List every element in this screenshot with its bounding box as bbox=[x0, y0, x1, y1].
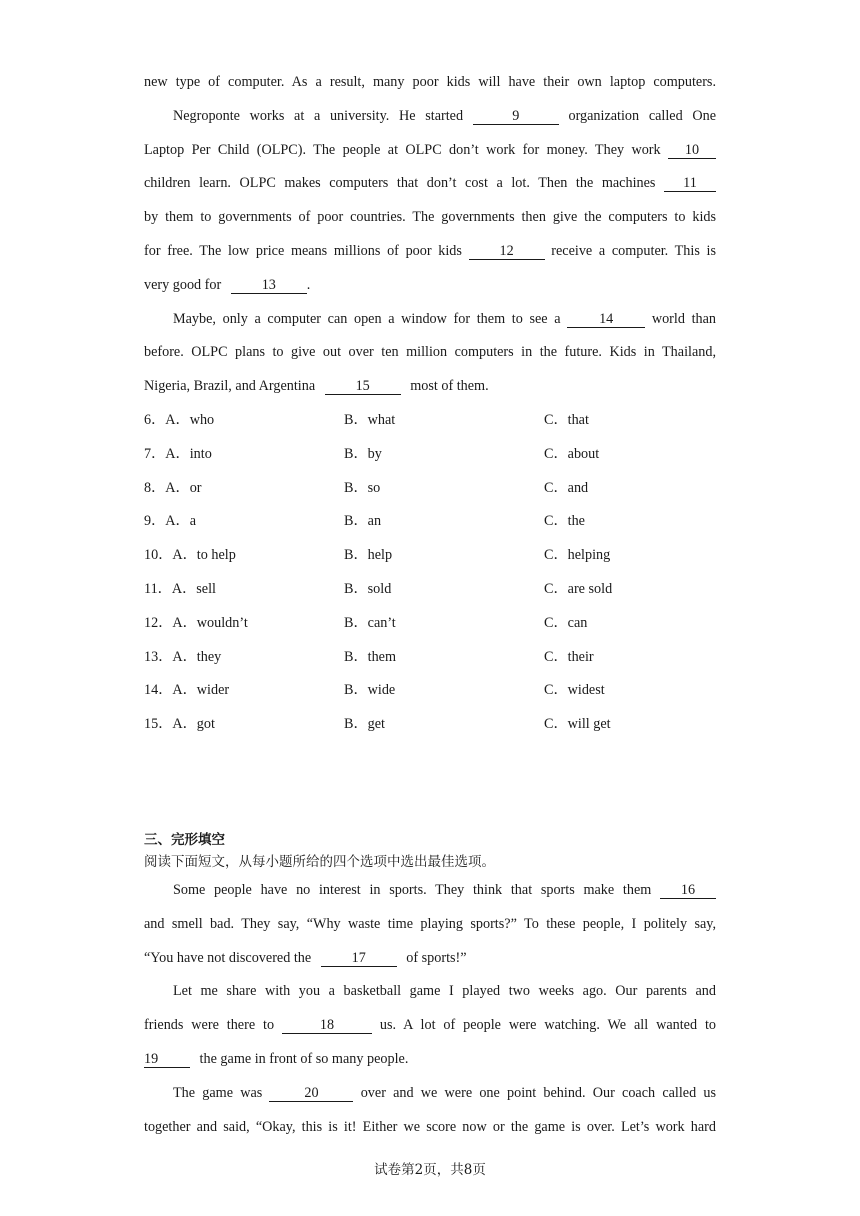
option-a[interactable]: 8．A．or bbox=[144, 479, 202, 496]
passage-line bbox=[144, 975, 716, 1009]
option-c[interactable]: C．their bbox=[544, 648, 594, 665]
option-row bbox=[144, 404, 716, 438]
option-b[interactable]: B．them bbox=[344, 648, 397, 665]
option-c[interactable]: C．the bbox=[544, 513, 585, 530]
passage-line bbox=[144, 370, 716, 404]
blank-15: 15 bbox=[325, 379, 401, 395]
option-b[interactable]: B．get bbox=[344, 716, 385, 733]
option-a[interactable]: 12．A．wouldn’t bbox=[144, 614, 248, 631]
passage-line bbox=[144, 1077, 716, 1111]
text: for free. The low price means millions of poor kids bbox=[144, 242, 462, 259]
section-title: 三、完形填空 bbox=[144, 831, 225, 848]
text: before. OLPC plans to give out over ten million computers in the future. Kids in Thailand, bbox=[144, 344, 716, 361]
text: world than bbox=[651, 310, 717, 327]
blank-9: 9 bbox=[473, 109, 559, 125]
option-row bbox=[144, 674, 716, 708]
text: us. A lot of people were watching. We all wanted to bbox=[379, 1017, 716, 1034]
option-row bbox=[144, 505, 716, 539]
option-row bbox=[144, 438, 716, 472]
text: Maybe, only a computer can open a window for them to see a bbox=[173, 310, 561, 327]
text: The game was bbox=[173, 1084, 263, 1101]
text: of sports!” bbox=[406, 949, 467, 966]
blank-14: 14 bbox=[567, 312, 645, 328]
option-c[interactable]: C．widest bbox=[544, 682, 605, 699]
option-b[interactable]: B．what bbox=[344, 411, 396, 428]
passage-line bbox=[144, 201, 716, 235]
option-c[interactable]: C．can bbox=[544, 614, 588, 631]
blank-13: 13 bbox=[231, 278, 307, 294]
passage-line bbox=[144, 1111, 716, 1145]
blank-19: 19 bbox=[144, 1052, 190, 1068]
blank-17: 17 bbox=[321, 951, 397, 967]
text: over and we were one point behind. Our coach called us bbox=[360, 1084, 717, 1101]
passage-line bbox=[144, 66, 716, 100]
option-row bbox=[144, 708, 716, 742]
option-a[interactable]: 11．A．sell bbox=[144, 580, 216, 597]
passage-line bbox=[144, 134, 716, 168]
text: receive a computer. This is bbox=[551, 242, 717, 259]
option-b[interactable]: B．wide bbox=[344, 682, 396, 699]
passage-line bbox=[144, 1043, 716, 1077]
text: Let me share with you a basketball game I played two weeks ago. Our parents and bbox=[173, 983, 716, 1000]
option-b[interactable]: B．help bbox=[344, 547, 393, 564]
passage-line bbox=[144, 1009, 716, 1043]
text: and smell bad. They say, “Why waste time playing sports?” To these people, I politely say, bbox=[144, 915, 716, 932]
options-list bbox=[144, 404, 716, 742]
option-b[interactable]: B．an bbox=[344, 513, 382, 530]
text: children learn. OLPC makes computers that don’t cost a lot. Then the machines bbox=[144, 175, 656, 192]
option-a[interactable]: 15．A．got bbox=[144, 716, 215, 733]
text: most of them. bbox=[410, 378, 489, 395]
blank-20: 20 bbox=[269, 1086, 353, 1102]
option-b[interactable]: B．so bbox=[344, 479, 381, 496]
passage-line bbox=[144, 336, 716, 370]
option-row bbox=[144, 641, 716, 675]
option-c[interactable]: C．and bbox=[544, 479, 589, 496]
page-footer: 试卷第2页，共8页 bbox=[374, 1162, 486, 1178]
option-row bbox=[144, 607, 716, 641]
text: Some people have no interest in sports. They think that sports make them bbox=[173, 881, 652, 898]
text: . bbox=[306, 276, 311, 293]
passage-line bbox=[144, 908, 716, 942]
text: Laptop Per Child (OLPC). The people at OLPC don’t work for money. They work bbox=[144, 141, 661, 158]
text: very good for bbox=[144, 276, 222, 293]
option-b[interactable]: B．by bbox=[344, 445, 382, 462]
section-instruction: 阅读下面短文，从每小题所给的四个选项中选出最佳选项。 bbox=[144, 853, 495, 870]
text: Nigeria, Brazil, and Argentina bbox=[144, 378, 316, 395]
option-b[interactable]: B．can’t bbox=[344, 614, 396, 631]
text: the game in front of so many people. bbox=[199, 1050, 409, 1067]
option-c[interactable]: C．about bbox=[544, 445, 600, 462]
text: Negroponte works at a university. He started bbox=[173, 107, 464, 124]
option-row bbox=[144, 573, 716, 607]
option-a[interactable]: 7．A．into bbox=[144, 445, 212, 462]
blank-12: 12 bbox=[469, 244, 545, 260]
exam-page bbox=[144, 66, 716, 1144]
option-c[interactable]: C．are sold bbox=[544, 580, 613, 597]
spacer bbox=[144, 742, 716, 830]
passage-line bbox=[144, 303, 716, 337]
option-row bbox=[144, 539, 716, 573]
blank-18: 18 bbox=[282, 1018, 372, 1034]
text: friends were there to bbox=[144, 1017, 275, 1034]
passage-line bbox=[144, 874, 716, 908]
blank-11: 11 bbox=[664, 176, 716, 192]
passage-line bbox=[144, 167, 716, 201]
passage-line bbox=[144, 269, 716, 303]
option-a[interactable]: 10．A．to help bbox=[144, 547, 236, 564]
option-c[interactable]: C．will get bbox=[544, 716, 611, 733]
option-a[interactable]: 13．A．they bbox=[144, 648, 222, 665]
option-c[interactable]: C．that bbox=[544, 411, 589, 428]
option-c[interactable]: C．helping bbox=[544, 547, 611, 564]
blank-10: 10 bbox=[668, 143, 716, 159]
option-a[interactable]: 6．A．who bbox=[144, 411, 215, 428]
option-row bbox=[144, 472, 716, 506]
text: new type of computer. As a result, many poor kids will have their own laptop computers. bbox=[144, 74, 716, 90]
text: by them to governments of poor countries. The governments then give the computers to kids bbox=[144, 209, 716, 226]
option-a[interactable]: 14．A．wider bbox=[144, 682, 230, 699]
text: “You have not discovered the bbox=[144, 949, 312, 966]
option-a[interactable]: 9．A．a bbox=[144, 513, 197, 530]
option-b[interactable]: B．sold bbox=[344, 580, 392, 597]
blank-16: 16 bbox=[660, 883, 716, 899]
text: organization called One bbox=[568, 107, 717, 124]
passage-line bbox=[144, 235, 716, 269]
text: together and said, “Okay, this is it! Either we score now or the game is over. Let’s work hard bbox=[144, 1118, 716, 1135]
passage-line bbox=[144, 100, 716, 134]
passage-line bbox=[144, 942, 716, 976]
